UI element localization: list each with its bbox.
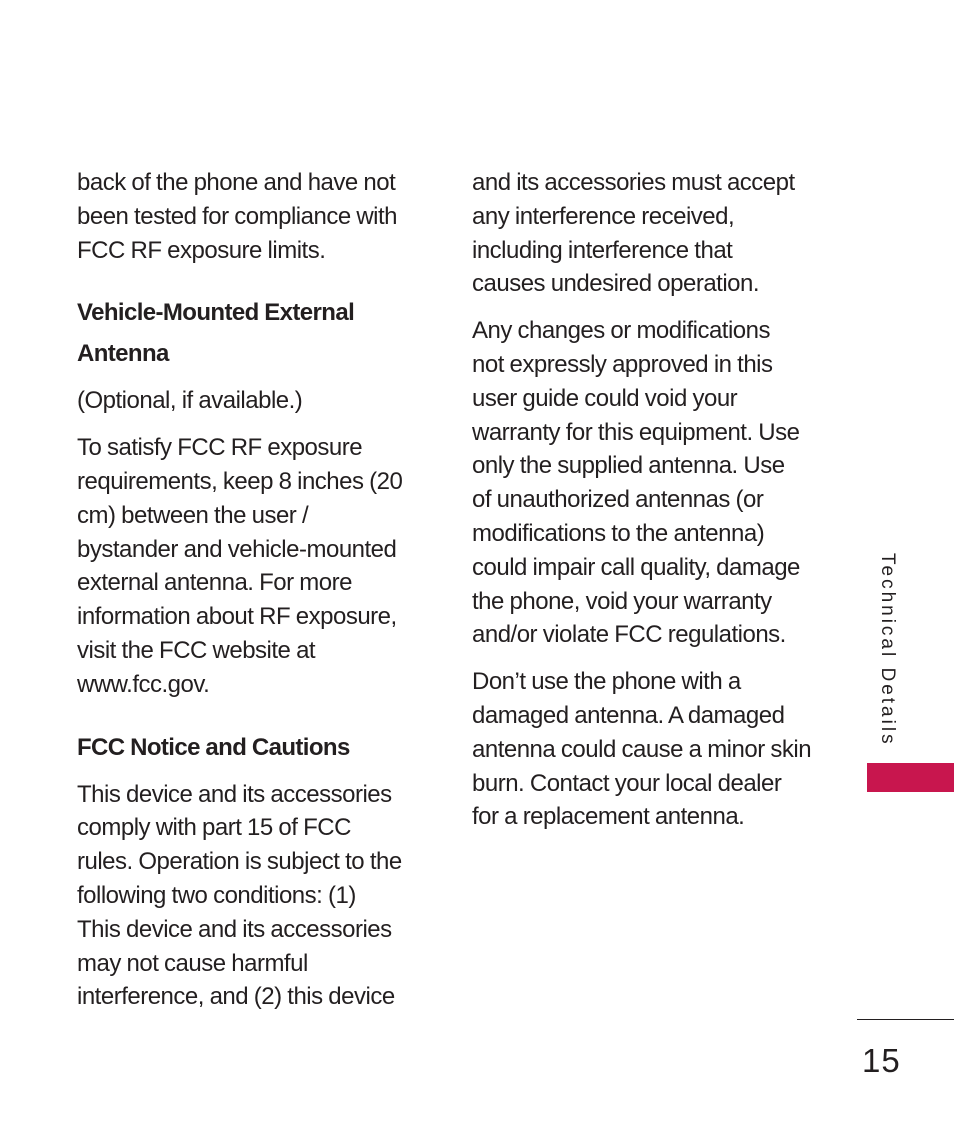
text-line: cm) between the user / bbox=[77, 501, 309, 529]
text-line: of unauthorized antennas (or bbox=[472, 486, 764, 514]
text-line: following two conditions: (1) bbox=[77, 881, 356, 909]
text-line: could impair call quality, damage bbox=[472, 553, 800, 581]
text-line: modifications to the antenna) bbox=[472, 519, 765, 547]
text-line: burn. Contact your local dealer bbox=[472, 769, 782, 797]
left-column bbox=[77, 166, 427, 1027]
text-line: back of the phone and have not bbox=[77, 169, 396, 196]
text-line: requirements, keep 8 inches (20 bbox=[77, 467, 403, 495]
text-line: This device and its accessories bbox=[77, 915, 392, 943]
text-line: To satisfy FCC RF exposure bbox=[77, 434, 363, 462]
text-line: Don’t use the phone with a bbox=[472, 668, 741, 696]
text-line: rules. Operation is subject to the bbox=[77, 848, 402, 876]
page-number: 15 bbox=[862, 1042, 901, 1079]
text-line: www.fcc.gov. bbox=[77, 670, 210, 698]
left-paragraph-rf-exposure bbox=[77, 431, 427, 701]
text-line: been tested for compliance with bbox=[77, 202, 398, 230]
text-line: user guide could void your bbox=[472, 384, 738, 412]
text-line: information about RF exposure, bbox=[77, 603, 397, 631]
text-line: This device and its accessories bbox=[77, 780, 392, 808]
right-paragraph-interference bbox=[472, 166, 822, 301]
text-line: external antenna. For more bbox=[77, 569, 352, 597]
text-line: comply with part 15 of FCC bbox=[77, 814, 351, 842]
text-line: for a replacement antenna. bbox=[472, 803, 745, 831]
text-line: including interference that bbox=[472, 236, 733, 264]
left-paragraph-1 bbox=[77, 166, 427, 267]
text-line: antenna could cause a minor skin bbox=[472, 735, 812, 763]
text-line: FCC RF exposure limits. bbox=[77, 236, 326, 264]
text-line: bystander and vehicle-mounted bbox=[77, 535, 397, 563]
text-line: visit the FCC website at bbox=[77, 636, 316, 664]
section-heading-vehicle-antenna bbox=[77, 292, 427, 374]
right-column bbox=[472, 166, 822, 847]
text-line: interference, and (2) this device bbox=[77, 983, 395, 1011]
section-side-label: Technical Details bbox=[877, 553, 898, 747]
left-paragraph-optional bbox=[77, 384, 427, 418]
section-tab-marker bbox=[867, 763, 954, 792]
text-line: causes undesired operation. bbox=[472, 270, 760, 298]
right-paragraph-modifications bbox=[472, 314, 822, 652]
footer-divider bbox=[857, 1019, 954, 1020]
text-line: warranty for this equipment. Use bbox=[472, 418, 800, 446]
left-paragraph-fcc-rules bbox=[77, 778, 427, 1015]
text-line: Any changes or modifications bbox=[472, 317, 770, 345]
text-line: only the supplied antenna. Use bbox=[472, 452, 785, 480]
text-line: any interference received, bbox=[472, 202, 735, 230]
text-line: may not cause harmful bbox=[77, 949, 308, 977]
section-heading-fcc-notice: FCC Notice and Cautions bbox=[77, 733, 350, 761]
text-line: (Optional, if available.) bbox=[77, 387, 303, 415]
text-line: not expressly approved in this bbox=[472, 350, 773, 378]
text-line: damaged antenna. A damaged bbox=[472, 701, 785, 729]
right-paragraph-damaged-antenna bbox=[472, 665, 822, 834]
text-line: and its accessories must accept bbox=[472, 169, 795, 196]
heading-line: Vehicle-Mounted External bbox=[77, 299, 355, 327]
text-line: the phone, void your warranty bbox=[472, 587, 772, 615]
text-line: and/or violate FCC regulations. bbox=[472, 621, 786, 649]
heading-line: Antenna bbox=[77, 340, 169, 368]
